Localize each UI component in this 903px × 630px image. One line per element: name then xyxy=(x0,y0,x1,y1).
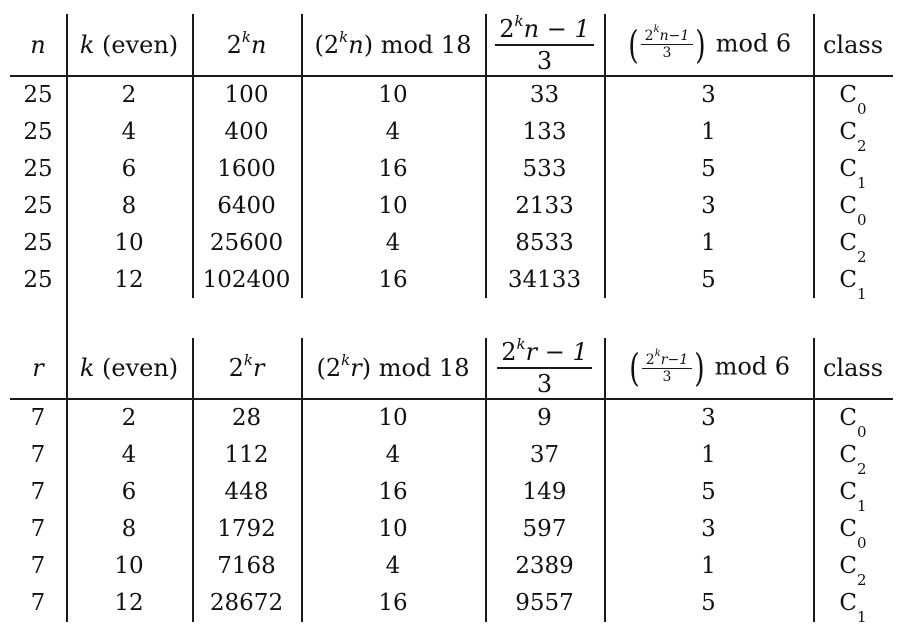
header-cell-q xyxy=(485,335,604,398)
class-letter: C xyxy=(839,590,858,616)
table-cell-q: 597 xyxy=(522,516,567,542)
class-letter: C xyxy=(839,230,858,256)
table-cell-m6: 1 xyxy=(701,442,716,468)
table-cell-m6: 5 xyxy=(701,479,716,505)
table-cell-q: 37 xyxy=(529,442,560,468)
table-cell-m6: 5 xyxy=(701,156,716,182)
table-cell-q: 533 xyxy=(522,156,567,182)
table-cell-v: 7 xyxy=(30,516,46,542)
table-cell-q: 9557 xyxy=(515,590,574,616)
right-paren: ) xyxy=(694,346,705,390)
fraction-numerator xyxy=(497,337,591,367)
inner-num-exp: k xyxy=(654,347,661,359)
header-mod18-open: (2 xyxy=(316,354,342,382)
table-cell-m18: 16 xyxy=(378,479,408,505)
class-subscript: 2 xyxy=(857,459,867,478)
inner-denominator xyxy=(641,45,694,61)
header-k: k xyxy=(79,30,95,59)
table-cell-m18: 4 xyxy=(385,553,401,579)
header-cell-k xyxy=(66,338,192,398)
table-cell-m18: 16 xyxy=(378,267,408,293)
header-k-suffix: (even) xyxy=(102,354,179,382)
table-cell-cls xyxy=(813,511,893,552)
header-content xyxy=(495,11,593,76)
table-cell-m18: 16 xyxy=(378,156,408,182)
class-letter: C xyxy=(839,267,858,293)
class-subscript: 1 xyxy=(857,496,867,515)
class-subscript: 1 xyxy=(857,284,867,303)
table-cell-k: 6 xyxy=(121,479,137,505)
inner-num-base: 2 xyxy=(644,28,654,44)
table-cell-k: 10 xyxy=(114,553,144,579)
class-letter: C xyxy=(839,156,858,182)
header-content xyxy=(316,351,470,382)
header-content xyxy=(823,354,883,382)
table-cell-p: 25600 xyxy=(209,230,284,256)
header-k-suffix: (even) xyxy=(102,30,179,59)
header-cell-p xyxy=(192,338,301,398)
header-cell-cls xyxy=(813,338,893,398)
table-cell-m18: 10 xyxy=(378,82,408,108)
table-cell-v: 7 xyxy=(30,405,46,431)
header-cell-m18 xyxy=(301,338,485,398)
header-mod18-exp: k xyxy=(339,27,349,46)
table-cell-cls xyxy=(813,151,893,192)
class-letter: C xyxy=(839,479,858,505)
fraction-denominator xyxy=(497,369,591,399)
table-cell-p: 100 xyxy=(224,82,269,108)
table-cell-p: 7168 xyxy=(217,553,276,579)
class-letter: C xyxy=(839,119,858,145)
header-mod6: mod 6 xyxy=(715,29,792,57)
header-pow-exp: k xyxy=(243,351,253,369)
header-mod18-close: ) mod 18 xyxy=(363,30,472,59)
num-base: 2 xyxy=(501,338,517,366)
den-value: 3 xyxy=(536,370,553,398)
table-cell-m6: 3 xyxy=(701,82,716,108)
table-cell-p: 112 xyxy=(224,442,269,468)
table-cell-m18: 10 xyxy=(378,405,408,431)
inner-fraction xyxy=(642,347,692,385)
header-content xyxy=(32,354,43,382)
table-cell-v: 25 xyxy=(23,156,53,182)
left-paren: ( xyxy=(629,346,640,390)
class-letter: C xyxy=(839,553,858,579)
header-pow-base: 2 xyxy=(226,30,242,59)
table-cell-cls xyxy=(813,585,893,626)
den-value: 3 xyxy=(536,46,553,75)
class-subscript: 2 xyxy=(857,136,867,155)
table-cell-k: 4 xyxy=(121,119,137,145)
header-var: r xyxy=(32,354,44,382)
inner-num-base: 2 xyxy=(645,351,655,368)
table-cell-cls xyxy=(813,548,893,589)
class-letter: C xyxy=(839,193,858,219)
header-cell-cls xyxy=(813,14,893,75)
table-cell-q: 2133 xyxy=(515,193,574,219)
num-rest: n − 1 xyxy=(523,14,590,43)
fraction-denominator xyxy=(495,46,593,76)
header-cell-q xyxy=(485,11,604,75)
table-cell-m6: 3 xyxy=(701,193,716,219)
table-cell-m18: 4 xyxy=(385,230,401,256)
class-subscript: 0 xyxy=(857,99,867,118)
table-cell-p: 1792 xyxy=(217,516,276,542)
header-mod18-exp: k xyxy=(341,351,351,369)
header-k: k xyxy=(79,354,95,382)
header-mod6: mod 6 xyxy=(714,352,791,381)
table-cell-p: 400 xyxy=(224,119,269,145)
table-cell-v: 25 xyxy=(23,82,53,108)
table-cell-m6: 3 xyxy=(701,516,716,542)
table-cell-m6: 1 xyxy=(701,553,716,579)
num-exp: k xyxy=(514,11,524,30)
table-cell-m6: 1 xyxy=(701,230,716,256)
header-cell-v xyxy=(10,338,66,398)
inner-num-rest: r−1 xyxy=(660,351,689,368)
header-content xyxy=(226,27,267,59)
inner-denominator xyxy=(642,369,692,385)
header-content xyxy=(626,22,792,67)
table-cell-cls xyxy=(813,400,893,441)
num-base: 2 xyxy=(499,14,515,43)
table-cell-k: 6 xyxy=(121,156,137,182)
table-cell-m18: 10 xyxy=(378,516,408,542)
class-letter: C xyxy=(839,405,858,431)
class-subscript: 0 xyxy=(857,210,867,229)
table-cell-p: 6400 xyxy=(217,193,276,219)
table-cell-p: 102400 xyxy=(202,267,291,293)
table-cell-v: 25 xyxy=(23,119,53,145)
table-cell-q: 149 xyxy=(522,479,567,505)
table-cell-m6: 3 xyxy=(701,405,716,431)
table-cell-q: 34133 xyxy=(507,267,582,293)
class-subscript: 0 xyxy=(857,533,867,552)
table-cell-q: 133 xyxy=(522,119,567,145)
header-mod18-var: n xyxy=(348,30,364,59)
table-cell-p: 28 xyxy=(231,405,262,431)
header-cell-m18 xyxy=(301,14,485,75)
right-paren: ) xyxy=(695,22,706,67)
header-pow-var: r xyxy=(252,354,265,382)
class-letter: C xyxy=(839,516,858,542)
table-cell-k: 12 xyxy=(114,267,144,293)
header-fraction xyxy=(497,337,591,399)
inner-numerator xyxy=(642,347,692,368)
table-cell-v: 7 xyxy=(30,442,46,468)
table-cell-cls xyxy=(813,77,893,118)
header-class: class xyxy=(822,30,884,59)
table-cell-q: 9 xyxy=(537,405,552,431)
header-pow-exp: k xyxy=(241,27,251,46)
header-cell-m6 xyxy=(604,14,813,75)
table-cell-v: 25 xyxy=(23,267,53,293)
table-cell-m6: 1 xyxy=(701,119,716,145)
class-subscript: 2 xyxy=(857,570,867,589)
header-content xyxy=(30,31,45,59)
table-cell-q: 2389 xyxy=(515,553,574,579)
table-cell-v: 25 xyxy=(23,230,53,256)
num-rest: r − 1 xyxy=(525,338,588,366)
header-mod18-open: (2 xyxy=(314,30,340,59)
class-subscript: 1 xyxy=(857,173,867,192)
header-cell-m6 xyxy=(604,338,813,398)
table-cell-k: 4 xyxy=(121,442,137,468)
header-content xyxy=(823,31,883,59)
header-var: n xyxy=(30,30,46,59)
table-cell-cls xyxy=(813,114,893,155)
header-cell-v xyxy=(10,14,66,75)
inner-num-exp: k xyxy=(653,24,660,36)
header-mod18-close: ) mod 18 xyxy=(361,354,470,382)
header-fraction xyxy=(495,11,593,76)
table-cell-p: 1600 xyxy=(217,156,276,182)
table-cell-q: 33 xyxy=(529,82,560,108)
table-cell-m6: 5 xyxy=(701,590,716,616)
class-letter: C xyxy=(839,82,858,108)
header-content xyxy=(627,348,790,388)
table-cell-v: 7 xyxy=(30,590,46,616)
table-cell-v: 7 xyxy=(30,479,46,505)
inner-fraction xyxy=(641,24,694,61)
table-cell-m6: 5 xyxy=(701,267,716,293)
table-cell-cls xyxy=(813,188,893,229)
table-cell-m18: 4 xyxy=(385,119,401,145)
table-cell-m18: 4 xyxy=(385,442,401,468)
inner-den-value: 3 xyxy=(662,45,672,61)
class-subscript: 2 xyxy=(857,247,867,266)
table-cell-v: 7 xyxy=(30,553,46,579)
header-class: class xyxy=(822,354,884,382)
header-content xyxy=(80,354,178,382)
class-letter: C xyxy=(839,442,858,468)
fraction-numerator xyxy=(495,11,593,44)
table-cell-cls xyxy=(813,262,893,303)
table-cell-k: 10 xyxy=(114,230,144,256)
table-cell-cls xyxy=(813,474,893,515)
table-cell-v: 25 xyxy=(23,193,53,219)
table-cell-k: 2 xyxy=(121,405,137,431)
table-cell-m18: 10 xyxy=(378,193,408,219)
header-cell-k xyxy=(66,14,192,75)
table-cell-m18: 16 xyxy=(378,590,408,616)
table-cell-k: 12 xyxy=(114,590,144,616)
table-cell-q: 8533 xyxy=(515,230,574,256)
header-content xyxy=(314,27,472,59)
inner-numerator xyxy=(641,24,694,44)
header-pow-base: 2 xyxy=(228,354,244,382)
header-pow-var: n xyxy=(250,30,267,59)
left-paren: ( xyxy=(628,22,639,67)
table-cell-k: 2 xyxy=(121,82,137,108)
table-cell-cls xyxy=(813,437,893,478)
header-content xyxy=(228,351,265,382)
inner-den-value: 3 xyxy=(662,368,672,385)
header-content xyxy=(497,337,591,399)
inner-num-rest: n−1 xyxy=(659,28,690,44)
table-cell-p: 28672 xyxy=(209,590,284,616)
table-cell-k: 8 xyxy=(121,193,137,219)
header-cell-p xyxy=(192,14,301,75)
header-mod18-var: r xyxy=(350,354,362,382)
class-subscript: 0 xyxy=(857,422,867,441)
table-cell-p: 448 xyxy=(224,479,269,505)
table-cell-k: 8 xyxy=(121,516,137,542)
header-content xyxy=(80,31,178,59)
class-subscript: 1 xyxy=(857,607,867,626)
table-cell-cls xyxy=(813,225,893,266)
num-exp: k xyxy=(516,335,526,353)
